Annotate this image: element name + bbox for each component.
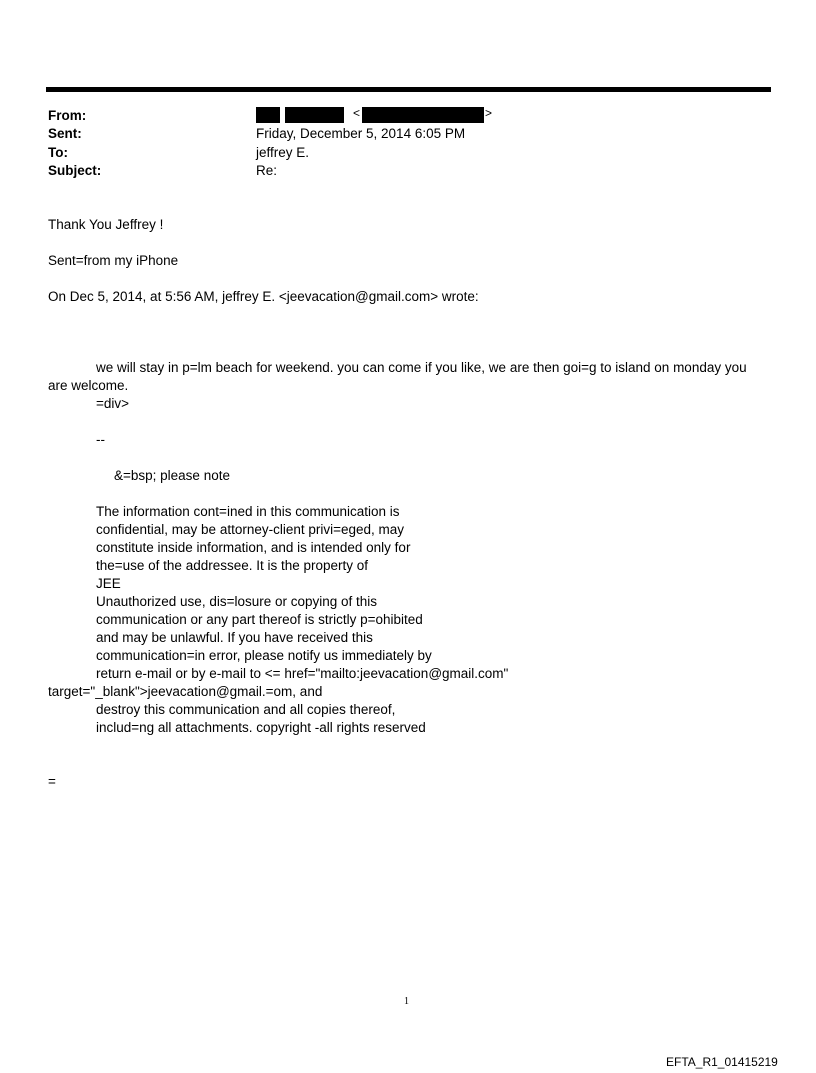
- body-line: the=use of the addressee. It is the property of: [96, 558, 369, 573]
- from-label: From:: [48, 108, 87, 123]
- body-line: constitute inside information, and is intended only for: [96, 540, 411, 555]
- header-rule: [46, 87, 771, 92]
- body-line: we will stay in p=lm beach for weekend. you can come if you like, we are then goi=g to island on monday you: [96, 360, 747, 375]
- body-line: On Dec 5, 2014, at 5:56 AM, jeffrey E. <jeevacation@gmail.com> wrote:: [48, 289, 479, 304]
- to-value: jeffrey E.: [256, 145, 310, 160]
- subject-value: Re:: [256, 163, 278, 178]
- body-line: includ=ng all attachments. copyright -all rights reserved: [96, 720, 426, 735]
- body-line: Thank You Jeffrey !: [48, 217, 164, 232]
- to-label: To:: [48, 145, 68, 160]
- body-line: &=bsp; please note: [114, 468, 230, 483]
- body-line: destroy this communication and all copies thereof,: [96, 702, 396, 717]
- sent-value: Friday, December 5, 2014 6:05 PM: [256, 126, 466, 141]
- page-number: 1: [404, 996, 409, 1007]
- body-line: Sent=from my iPhone: [48, 253, 179, 268]
- body-line: are welcome.: [48, 378, 129, 393]
- sent-label: Sent:: [48, 126, 82, 141]
- bates-number: EFTA_R1_01415219: [666, 1055, 778, 1069]
- body-line: JEE: [96, 576, 121, 591]
- redaction-box: [256, 107, 280, 123]
- subject-label: Subject:: [48, 163, 102, 178]
- body-line: The information cont=ined in this communication is: [96, 504, 400, 519]
- body-line: target="_blank">jeevacation@gmail.=om, and: [48, 684, 323, 699]
- body-line: return e-mail or by e-mail to <= href="mailto:jeevacation@gmail.com": [96, 666, 509, 681]
- body-line: Unauthorized use, dis=losure or copying of this: [96, 594, 378, 609]
- open-bracket: <: [353, 106, 361, 120]
- body-line: communication=in error, please notify us immediately by: [96, 648, 432, 663]
- redaction-box: [362, 107, 484, 123]
- body-line: =div>: [96, 396, 130, 411]
- close-bracket: >: [485, 106, 493, 120]
- body-line: communication or any part thereof is strictly p=ohibited: [96, 612, 423, 627]
- redaction-box: [285, 107, 344, 123]
- body-line: --: [96, 432, 105, 447]
- body-line: and may be unlawful. If you have received this: [96, 630, 373, 645]
- from-value-redacted: [256, 107, 496, 123]
- body-line: =: [48, 774, 56, 789]
- body-line: confidential, may be attorney-client privi=eged, may: [96, 522, 405, 537]
